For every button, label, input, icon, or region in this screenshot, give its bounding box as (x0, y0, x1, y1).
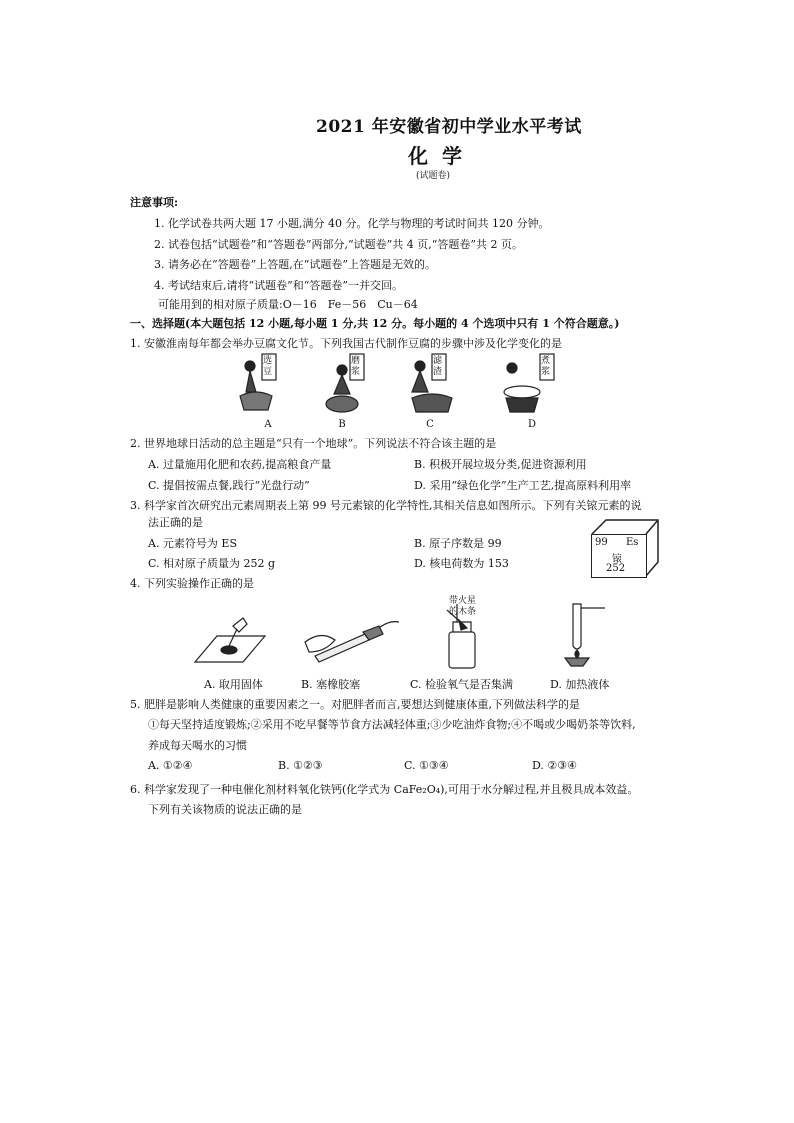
q4-lab-illustrations (185, 596, 615, 672)
q3-option-c: C. 相对原子质量为 252 g (148, 557, 276, 570)
element-name: 锿 (612, 554, 622, 565)
element-number: 99 (595, 537, 608, 548)
q4-stem: 4. 下列实验操作正确的是 (130, 577, 254, 590)
q1-label-b: B (338, 419, 346, 430)
q4-annotation-line2: 的木条 (449, 607, 477, 617)
q5-line2: ①每天坚持适度锻炼;②采用不吃早餐等节食方法减轻体重;③少吃油炸食物;④不喝或少喝奶茶等饮料, (148, 718, 636, 731)
tofu-steps-illustration (222, 352, 582, 418)
paper-type: (试题卷) (416, 171, 451, 181)
q3-option-b: B. 原子序数是 99 (414, 537, 502, 550)
subject-title: 化学 (408, 144, 476, 168)
section-heading: 一、选择题(本大题包括 12 小题,每小题 1 分,共 12 分。每小题的 4 个选项中只有 1 个符合题意。) (130, 317, 620, 330)
notes-heading: 注意事项: (130, 196, 179, 209)
note-item-2: 2. 试卷包括“试题卷”和“答题卷”两部分,“试题卷”共 4 页,“答题卷”共 2 页。 (154, 238, 523, 251)
q2-option-d: D. 采用“绿色化学”生产工艺,提高原料利用率 (414, 479, 632, 492)
figure-d-heating-liquid (565, 604, 605, 666)
q1-label-a: A (264, 419, 272, 430)
q5-option-a: A. ①②④ (148, 759, 193, 772)
caption-d: 煮浆 (541, 356, 551, 377)
note-item-4: 4. 考试结束后,请将“试题卷”和“答题卷”一并交回。 (154, 279, 403, 292)
q1-stem: 1. 安徽淮南每年都会举办豆腐文化节。下列我国古代制作豆腐的步骤中涉及化学变化的是 (130, 337, 562, 350)
note-item-1: 1. 化学试卷共两大题 17 小题,满分 40 分。化学与物理的考试时间共 120 分钟。 (154, 217, 550, 230)
q5-option-c: C. ①③④ (404, 759, 449, 772)
q3-option-a: A. 元素符号为 ES (148, 537, 237, 550)
note-item-3: 3. 请务必在“答题卷”上答题,在“试题卷”上答题是无效的。 (154, 258, 436, 271)
q5-stem: 5. 肥胖是影响人类健康的重要因素之一。对肥胖者而言,要想达到健康体重,下列做法科学的是 (130, 698, 580, 711)
q4-annotation-line1: 带火星 (449, 596, 477, 606)
element-mass: 252 (606, 563, 626, 574)
q6-stem-line2: 下列有关该物质的说法正确的是 (148, 803, 302, 816)
q4-caption-b: B. 塞橡胶塞 (301, 678, 361, 691)
atomic-masses: 可能用到的相对原子质量:O－16 Fe－56 Cu－64 (158, 298, 418, 311)
q1-label-c: C (426, 419, 434, 430)
caption-a: 选豆 (263, 356, 273, 377)
q2-stem: 2. 世界地球日活动的总主题是“只有一个地球”。下列说法不符合该主题的是 (130, 437, 497, 450)
q2-option-c: C. 提倡按需点餐,践行“光盘行动” (148, 479, 310, 492)
q3-stem-line2: 法正确的是 (148, 516, 203, 529)
caption-c: 滤渣 (433, 356, 443, 377)
figure-b-inserting-stopper (305, 622, 399, 662)
figure-a-taking-solid (195, 618, 265, 662)
q5-option-b: B. ①②③ (278, 759, 323, 772)
exam-title: 2021 年安徽省初中学业水平考试 (316, 117, 582, 137)
q1-label-d: D (527, 419, 537, 430)
q5-line3: 养成每天喝水的习惯 (148, 739, 247, 752)
q2-option-b: B. 积极开展垃圾分类,促进资源利用 (414, 458, 587, 471)
q3-stem-line1: 3. 科学家首次研究出元素周期表上第 99 号元素锿的化学特性,其相关信息如图所示。下列有关锿元素的说 (130, 499, 642, 512)
element-card (591, 534, 647, 578)
q3-option-d: D. 核电荷数为 153 (414, 557, 509, 570)
q4-caption-d: D. 加热液体 (550, 678, 610, 691)
q5-option-d: D. ②③④ (532, 759, 578, 772)
q4-caption-c: C. 检验氧气是否集满 (410, 678, 514, 691)
q4-caption-a: A. 取用固体 (204, 678, 263, 691)
figure-c-filtering (412, 354, 452, 412)
element-symbol: Es (626, 537, 639, 548)
q2-option-a: A. 过量施用化肥和农药,提高粮食产量 (148, 458, 332, 471)
q6-stem-line1: 6. 科学家发现了一种电催化剂材料氧化铁钙(化学式为 CaFe₂O₄),可用于水分解过程,并且极具成本效益。 (130, 783, 639, 796)
caption-b: 磨浆 (351, 356, 361, 377)
